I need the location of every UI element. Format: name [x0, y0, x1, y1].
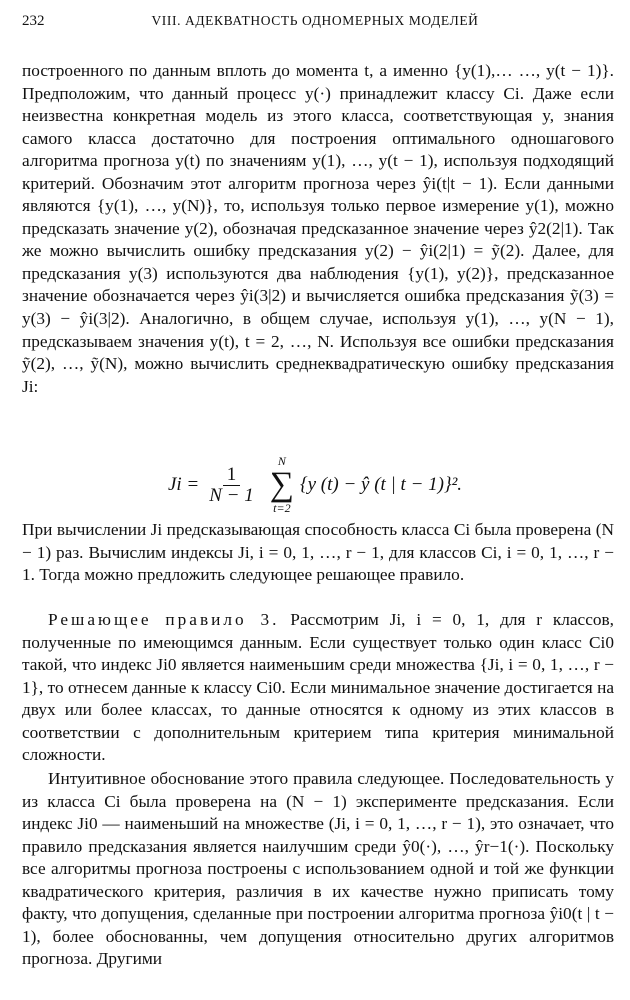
paragraph-intuitive-justification: Интуитивное обоснование этого правила следующее. Последовательность y из класса Ci была проверена на (N − 1) эксперименте предсказания. Если индекс Ji0 — наименьший на множестве (Ji, i = 0, 1, …, r − 1), это означает, что правило предсказания является наилучшим среди ŷ0(·), …, ŷr−1(·). Поскольку все алгоритмы прогноза построены с использованием одной и той же функции квадратического критерия, различия в их качестве нужно приписать тому факту, что допущения, сделанные при построении алгоритма прогноза ŷi0(t | t − 1), более обоснованны, чем допущения относительно других алгоритмов прогноза. Другими: [22, 769, 614, 969]
mean-square-error-formula: [0, 445, 630, 525]
running-title: VIII. АДЕКВАТНОСТЬ ОДНОМЕРНЫХ МОДЕЛЕЙ: [151, 13, 479, 28]
fraction-denominator: N − 1: [209, 484, 254, 506]
fraction-numerator: 1: [223, 465, 241, 486]
decision-rule-text: Рассмотрим Ji, i = 0, 1, для r классов, полученные по имеющимся данным. Если существует только один класс Ci0 такой, что индекс Ji0 является наименьшим среди множества {Ji, i = 0, 1, …, r − 1}, то отнесем данные к классу Ci0. Если минимальное значение достигается на двух или более классах, то данные относятся к одному из этих классов в соответствии с дополнительным критерием типа критерия минимальной сложности.: [22, 610, 614, 765]
page-header: [22, 10, 608, 32]
summation: [270, 455, 294, 515]
paragraph-decision-rule-3: [22, 609, 614, 767]
sum-upper-limit: N: [277, 454, 286, 468]
sum-lower-limit: t=2: [273, 501, 291, 515]
formula-body: {y (t) − ŷ (t | t − 1)}².: [300, 474, 463, 495]
sigma-symbol: ∑: [269, 466, 294, 503]
formula-fraction: [205, 465, 258, 506]
decision-rule-label: Решающее правило 3.: [48, 610, 280, 629]
formula-lhs: Ji =: [167, 474, 200, 495]
page-number: 232: [22, 13, 45, 29]
paragraph-prediction-description: построенного по данным вплоть до момента t, а именно {y(1),… …, y(t − 1)}. Предположим, что данный процесс y(·) принадлежит классу Ci. Даже если неизвестна конкретная модель из этого класса, соответствующая y, знания самого класса достаточно для построения оптимального одношагового алгоритма прогноза y(t) по значениям y(1), …, y(t − 1), используя подходящий критерий. Обозначим этот алгоритм прогноза через ŷi(t|t − 1). Если данными являются {y(1), …, y(N)}, то, используя только первое измерение y(1), можно предсказать значение y(2), обозначая предсказанное значение через ŷ2(2|1). Так же можно вычислить ошибку предсказания y(2) − ŷi(2|1) = ỹ(2). Далее, для предсказания y(3) используются два наблюдения {y(1), y(2)}, предсказанное значение обозначается через ŷi(3|2) и вычисляется ошибка предсказания ỹ(3) = y(3) − ŷi(3|2). Аналогично, в общем случае, используя y(1), …, y(N − 1), предсказываем значения y(t), t = 2, …, N. Используя все ошибки предсказания ỹ(2), …, ỹ(N), можно вычислить среднеквадратическую ошибку предсказания Ji:: [22, 61, 614, 396]
paragraph-index-computation: При вычислении Ji предсказывающая способность класса Ci была проверена (N − 1) раз. Вычислим индексы Ji, i = 0, 1, …, r − 1, для классов Ci, i = 0, 1, …, r − 1. Тогда можно предложить следующее решающее правило.: [22, 520, 614, 585]
